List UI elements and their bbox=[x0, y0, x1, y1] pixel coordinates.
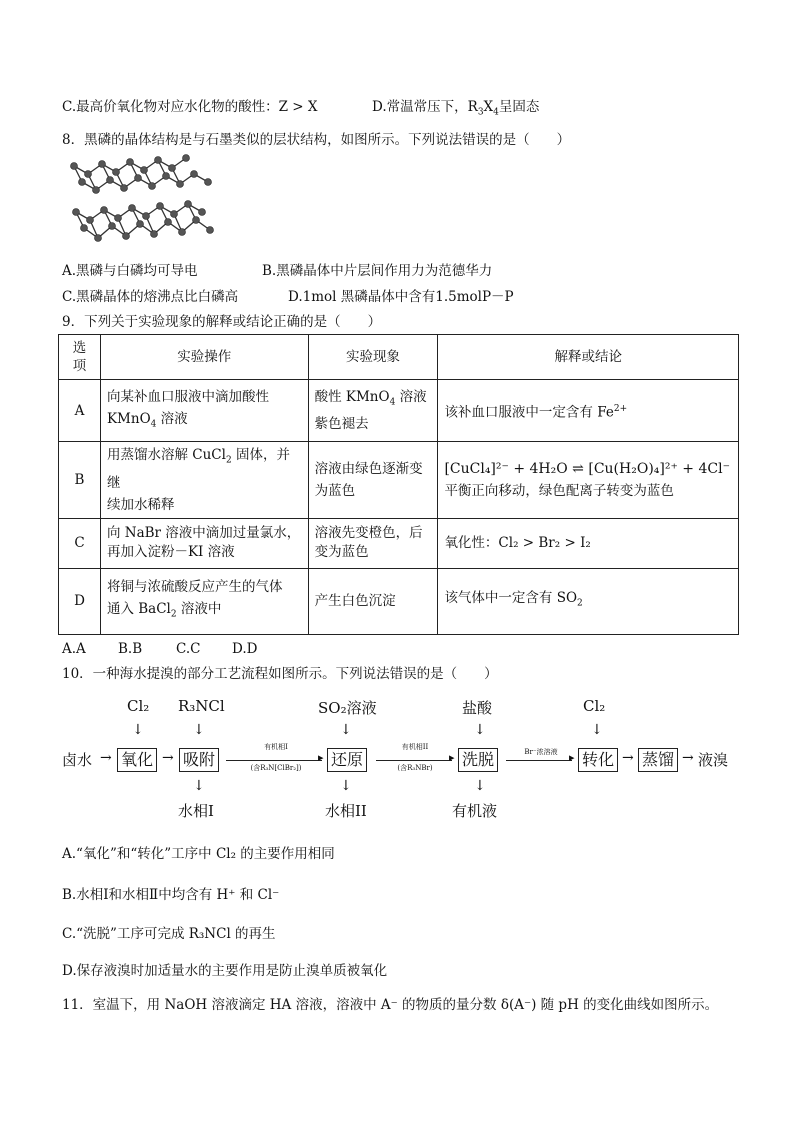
down-arrow-icon: ↓ bbox=[474, 722, 486, 738]
q11-stem: 11．室温下，用 NaOH 溶液滴定 HA 溶液，溶液中 A⁻ 的物质的量分数 δ(A⁻) 随 pH 的变化曲线如图所示。 bbox=[62, 997, 719, 1013]
q8-option-c: C.黑磷晶体的熔沸点比白磷高 bbox=[62, 289, 239, 305]
header-phenomenon: 实验现象 bbox=[308, 335, 438, 380]
input-so2: SO₂溶液 bbox=[318, 699, 377, 717]
row-option: B bbox=[59, 442, 101, 519]
row-operation: 向 NaBr 溶液中滴加过量氯水， 再加入淀粉－KI 溶液 bbox=[100, 518, 308, 568]
end-liquid-bromine: 液溴 bbox=[698, 751, 729, 769]
start-brine: 卤水 bbox=[62, 751, 93, 769]
down-arrow-icon: ↓ bbox=[591, 722, 603, 738]
q8-option-d: D.1mol 黑磷晶体中含有1.5molP－P bbox=[288, 289, 514, 305]
q10-option-c: C.“洗脱”工序可完成 R₃NCl 的再生 bbox=[62, 926, 276, 942]
row-operation: 向某补血口服液中滴加酸性 KMnO$_4$ 溶液 bbox=[100, 380, 308, 442]
header-operation: 实验操作 bbox=[100, 335, 308, 380]
q10-stem: 10．一种海水提溴的部分工艺流程如图所示。下列说法错误的是（ ） bbox=[62, 666, 498, 682]
q10-option-b: B.水相I和水相Ⅱ中均含有 H⁺ 和 Cl⁻ bbox=[62, 887, 280, 903]
long-arrow-2 bbox=[376, 760, 452, 761]
row-option: C bbox=[59, 518, 101, 568]
down-arrow-icon: ↓ bbox=[193, 778, 205, 794]
header-conclusion: 解释或结论 bbox=[438, 335, 739, 380]
row-phenomenon: 溶液先变橙色，后 变为蓝色 bbox=[308, 518, 438, 568]
organic-phase-2-content: (含R₃NBr) bbox=[397, 764, 433, 772]
down-arrow-icon: ↓ bbox=[474, 778, 486, 794]
table-row bbox=[59, 518, 739, 568]
table-row bbox=[59, 442, 739, 519]
row-operation: 用蒸馏水溶解 CuCl$_2$ 固体，并继 续加水稀释 bbox=[100, 442, 308, 519]
table-row bbox=[59, 568, 739, 634]
step-reduction: 还原 bbox=[327, 748, 367, 772]
q9-table bbox=[58, 334, 739, 635]
arrow-head-icon: ▸ bbox=[569, 751, 575, 764]
step-conversion: 转化 bbox=[578, 748, 618, 772]
q7-option-c: C.最高价氧化物对应水化物的酸性：Z > X bbox=[62, 99, 318, 115]
input-r3ncl: R₃NCl bbox=[178, 697, 225, 715]
down-arrow-icon: ↓ bbox=[340, 722, 352, 738]
row-phenomenon: 产生白色沉淀 bbox=[308, 568, 438, 634]
q10-option-d: D.保存液溴时加适量水的主要作用是防止溴单质被氧化 bbox=[62, 963, 388, 979]
organic-phase-1-content: (含R₃N[ClBr₂]) bbox=[250, 764, 302, 772]
q8-stem: 8．黑磷的晶体结构是与石墨类似的层状结构，如图所示。下列说法错误的是（ ） bbox=[62, 132, 571, 148]
arrow-head-icon: ▸ bbox=[449, 751, 455, 764]
output-aqueous-1: 水相I bbox=[178, 802, 214, 820]
equilibrium-equation: [CuCl₄]²⁻ + 4H₂O ⇌ [Cu(H₂O)₄]²⁺ + 4Cl⁻ bbox=[444, 460, 730, 477]
q9-answer-d: D.D bbox=[232, 641, 258, 657]
right-arrow-icon: → bbox=[100, 750, 112, 766]
down-arrow-icon: ↓ bbox=[340, 778, 352, 794]
step-adsorption: 吸附 bbox=[179, 748, 219, 772]
q8-option-a: A.黑磷与白磷均可导电 bbox=[62, 263, 198, 279]
right-arrow-icon: → bbox=[622, 750, 634, 766]
q8-option-b: B.黑磷晶体中片层间作用力为范德华力 bbox=[262, 263, 493, 279]
step-distillation: 蒸馏 bbox=[638, 748, 678, 772]
input-cl2-2: Cl₂ bbox=[583, 697, 606, 715]
row-phenomenon: 溶液由绿色逐渐变 为蓝色 bbox=[308, 442, 438, 519]
output-organic-liquid: 有机液 bbox=[452, 802, 498, 820]
header-option: 选项 bbox=[59, 335, 101, 380]
organic-phase-1-label: 有机相I bbox=[264, 743, 288, 751]
row-conclusion: 该气体中一定含有 $SO_2$ bbox=[438, 568, 739, 634]
row-conclusion: [CuCl₄]²⁻ + 4H₂O ⇌ [Cu(H₂O)₄]²⁺ + 4Cl⁻ 平衡正向移动，绿色配离子转变为蓝色 bbox=[438, 442, 739, 519]
bromide-solution-label: Br⁻浓溶液 bbox=[524, 748, 558, 756]
q9-answer-a: A.A bbox=[62, 641, 86, 657]
row-operation: 将铜与浓硫酸反应产生的气体 通入 BaCl$_2$ 溶液中 bbox=[100, 568, 308, 634]
q10-process-flow-diagram bbox=[0, 692, 794, 822]
row-conclusion: 该补血口服液中一定含有 $Fe^{2+}$ bbox=[438, 380, 739, 442]
row-option: A bbox=[59, 380, 101, 442]
row-phenomenon: 酸性 KMnO$_4$ 溶液 紫色褪去 bbox=[308, 380, 438, 442]
step-oxidation: 氧化 bbox=[117, 748, 157, 772]
right-arrow-icon: → bbox=[682, 750, 694, 766]
table-row bbox=[59, 380, 739, 442]
input-hcl: 盐酸 bbox=[462, 699, 493, 717]
long-arrow-3 bbox=[506, 760, 572, 761]
down-arrow-icon: ↓ bbox=[132, 722, 144, 738]
q7-option-d: D.常温常压下，$R_3X_4$呈固态 bbox=[372, 99, 540, 118]
input-cl2-1: Cl₂ bbox=[127, 697, 150, 715]
arrow-head-icon: ▸ bbox=[318, 751, 324, 764]
q9-answer-b: B.B bbox=[118, 641, 143, 657]
q10-option-a: A.“氧化”和“转化”工序中 Cl₂ 的主要作用相同 bbox=[62, 846, 335, 862]
row-conclusion: 氧化性：Cl₂ > Br₂ > I₂ bbox=[438, 518, 739, 568]
down-arrow-icon: ↓ bbox=[193, 722, 205, 738]
q9-answer-c: C.C bbox=[176, 641, 201, 657]
step-elution: 洗脱 bbox=[458, 748, 498, 772]
row-option: D bbox=[59, 568, 101, 634]
long-arrow-1 bbox=[226, 760, 322, 761]
organic-phase-2-label: 有机相II bbox=[401, 743, 429, 751]
right-arrow-icon: → bbox=[162, 750, 174, 766]
output-aqueous-2: 水相II bbox=[325, 802, 367, 820]
black-phosphorus-structure-figure bbox=[68, 152, 228, 252]
table-header-row bbox=[59, 335, 739, 380]
q9-stem: 9．下列关于实验现象的解释或结论正确的是（ ） bbox=[62, 314, 382, 330]
